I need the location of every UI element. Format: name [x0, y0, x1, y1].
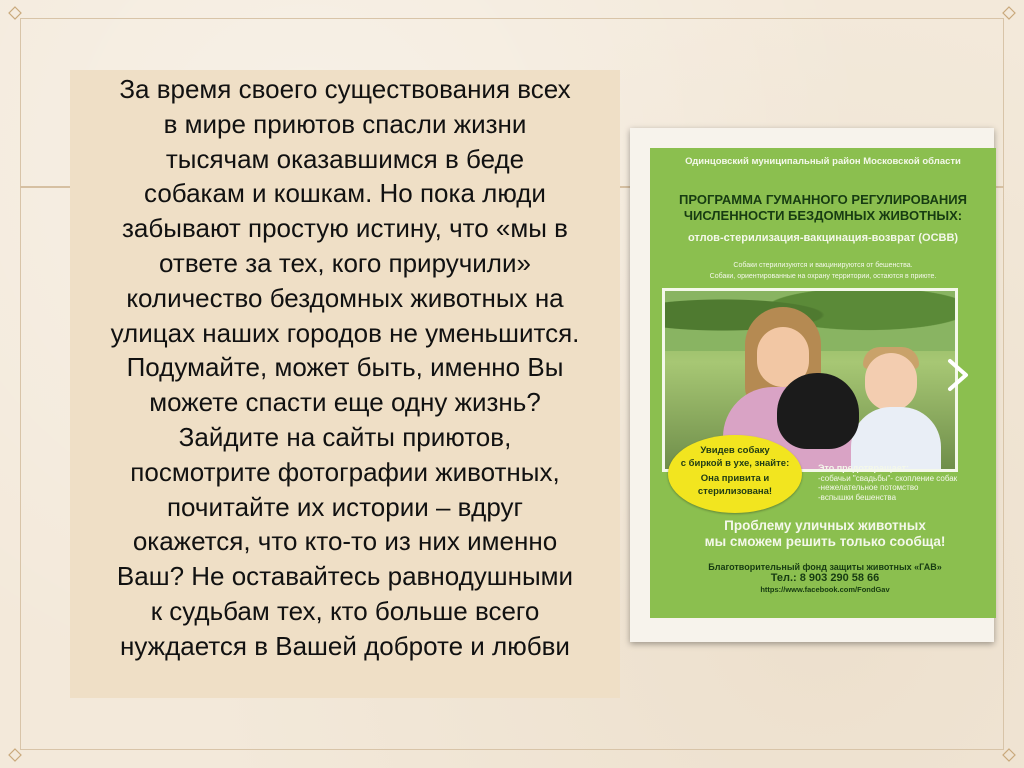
main-text-line: количество бездомных животных на — [126, 282, 564, 313]
corner-ornament-icon — [1002, 748, 1016, 762]
photo-boy — [865, 353, 917, 411]
main-text-line: За время своего существования всех — [119, 74, 571, 104]
prevents-heading: Это предотвращает: — [818, 463, 910, 473]
poster-subtext: Собаки, ориентированные на охрану территории, остаются в приюте. — [709, 273, 937, 280]
main-text-line: можете спасти еще одну жизнь? — [149, 387, 541, 418]
main-text-line: к судьбам тех, кто больше всего — [150, 595, 540, 626]
corner-ornament-icon — [1002, 6, 1016, 20]
main-text-line: Подумайте, может быть, именно Вы — [126, 352, 564, 383]
main-text — [62, 72, 628, 664]
corner-ornament-icon — [8, 6, 22, 20]
corner-ornament-icon — [8, 748, 22, 762]
poster-program-title — [650, 192, 996, 224]
main-text-line: тысячам оказавшимся в беде — [165, 143, 525, 174]
poster-district: Одинцовский муниципальный район Московской области — [685, 156, 961, 167]
poster-problem-slogan — [660, 518, 990, 550]
main-text-line: ответе за тех, кого приручили» — [159, 247, 531, 278]
main-text-line: посмотрите фотографии животных, — [130, 456, 560, 487]
fund-name: Благотворительный фонд защиты животных «ГАВ» — [708, 562, 942, 572]
problem-line: Проблему уличных животных — [724, 518, 926, 533]
problem-line: мы сможем решить только сообща! — [704, 534, 946, 549]
main-text-line: окажется, что кто-то из них именно — [132, 526, 558, 557]
fund-phone: Тел.: 8 903 290 58 66 — [770, 572, 880, 584]
poster-callout-bubble — [668, 435, 802, 513]
main-text-line: в мире приютов спасли жизни — [163, 108, 527, 139]
main-text-line: забывают простую истину, что «мы в — [122, 213, 568, 244]
photo-dog — [777, 373, 859, 449]
poster-osvv: отлов-стерилизация-вакцинация-возврат (ОСВВ) — [687, 232, 959, 244]
main-text-line: улицах наших городов не уменьшится. — [110, 317, 580, 348]
main-text-line: Зайдите на сайты приютов, — [178, 421, 512, 452]
poster-title-line: ПРОГРАММА ГУМАННОГО РЕГУЛИРОВАНИЯ — [679, 192, 967, 207]
poster-subtext: Собаки стерилизуются и вакцинируются от бешенства. — [733, 262, 913, 269]
main-text-line: Ваш? Не оставайтесь равнодушными — [116, 561, 574, 592]
chevron-right-icon[interactable] — [944, 358, 972, 392]
fund-url[interactable]: https://www.facebook.com/FondGav — [760, 585, 890, 594]
bubble-line: стерилизована! — [697, 486, 773, 497]
bubble-line: Увидев собаку — [700, 445, 770, 456]
main-text-line: почитайте их истории – вдруг — [166, 491, 524, 522]
main-text-line: нуждается в Вашей доброте и любви — [120, 630, 570, 661]
poster-prevents — [818, 464, 978, 502]
main-text-line: собакам и кошкам. Но пока люди — [144, 178, 546, 209]
prevents-item: -вспышки бешенства — [818, 492, 897, 502]
bubble-line: с биркой в ухе, знайте: — [680, 458, 790, 469]
bubble-line: Она привита и — [700, 473, 770, 484]
prevents-item: -собачьи "свадьбы"- скопление собак — [818, 473, 958, 483]
prevents-item: -нежелательное потомство — [818, 483, 919, 492]
poster-fund-info — [660, 562, 990, 595]
poster-title-line: ЧИСЛЕННОСТИ БЕЗДОМНЫХ ЖИВОТНЫХ: — [683, 208, 963, 223]
